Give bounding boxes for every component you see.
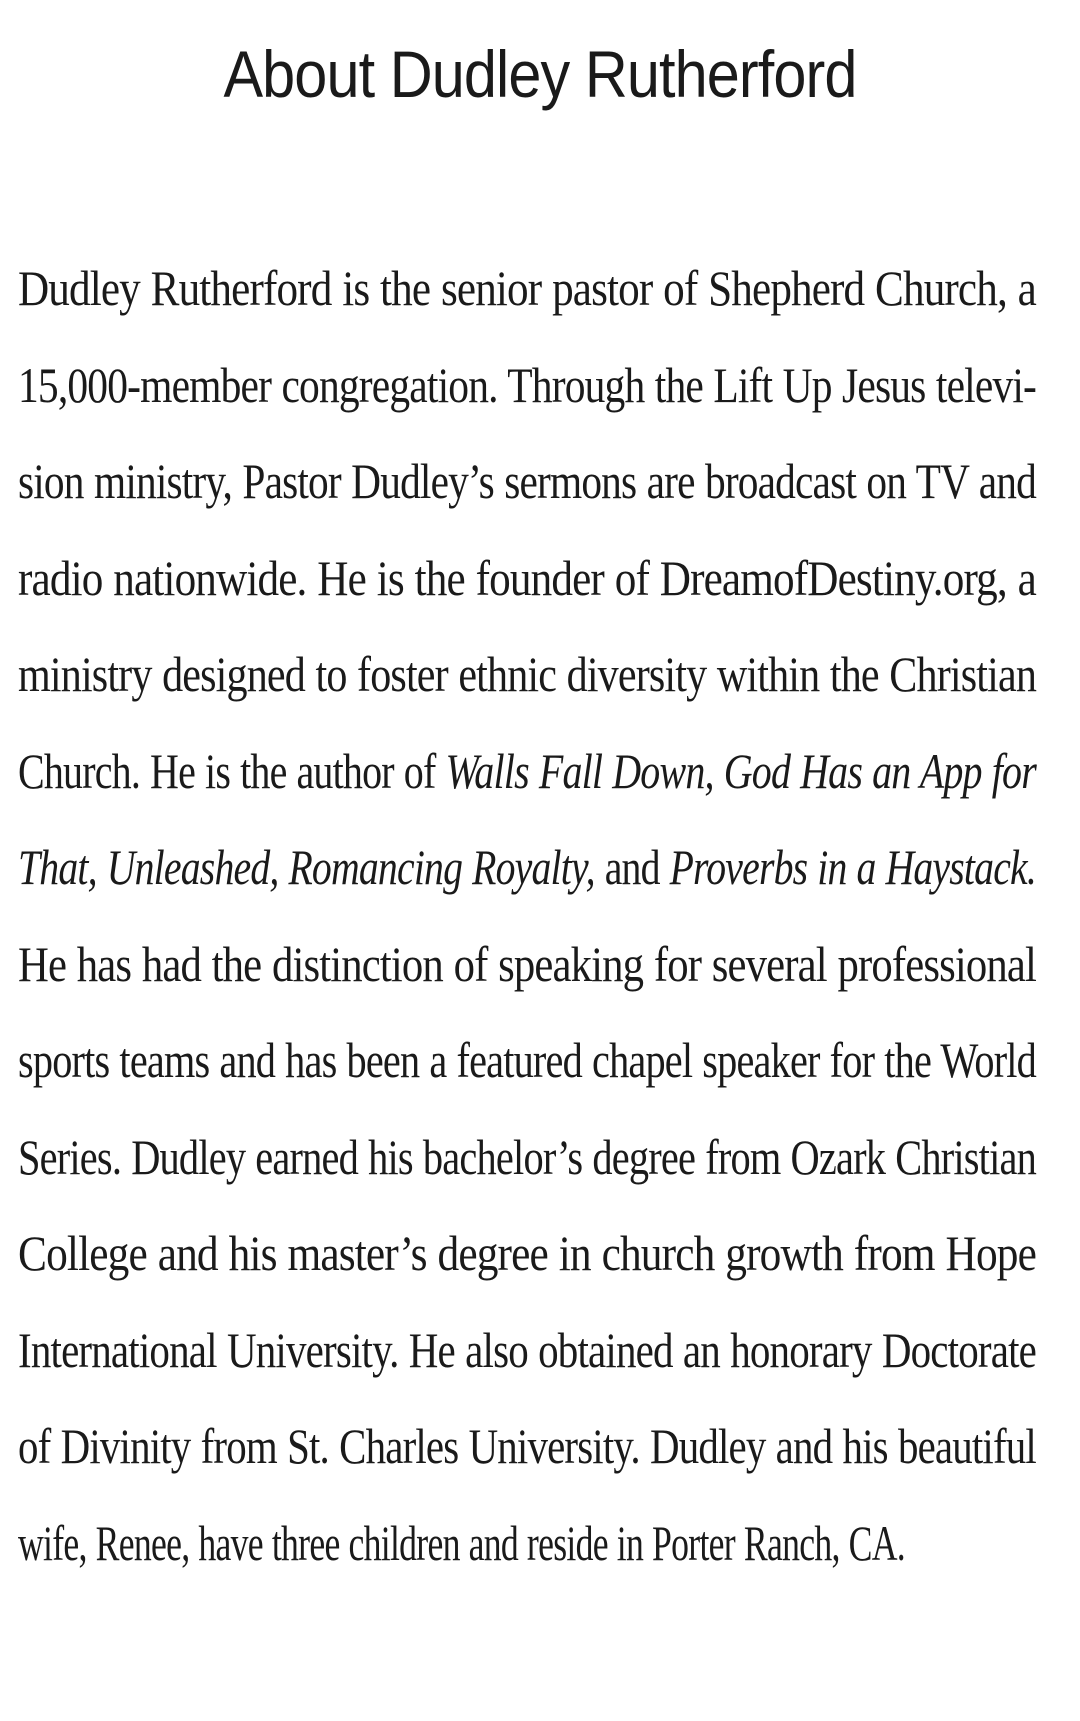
bio-line [18,626,1037,723]
bio-text: and [594,839,670,895]
bio-text: of Divinity from St. Charles University. Dudley and his beautiful [18,1418,1036,1474]
bio-line [18,240,1036,337]
bio-text: 15,000-member congregation. Through the Lift Up Jesus televi- [18,356,1037,413]
bio-line [18,1012,1037,1109]
bio-line [18,433,1036,530]
bio-line [18,819,1037,916]
bio-text: wife, Renee, have three children and reside in Porter Ranch, CA. [18,1514,905,1571]
biography-paragraph [18,240,1036,1591]
bio-text: Church. He is the author of [18,742,446,799]
bio-line [18,1398,1036,1495]
bio-line [18,1302,1037,1399]
book-title-text: That, Unleashed, Romancing Royalty, [18,839,595,895]
bio-text: sion ministry, Pastor Dudley’s sermons are broadcast on TV and [18,453,1036,509]
bio-line [18,1495,905,1592]
bio-line [18,530,1036,627]
bio-line [18,1205,1036,1302]
bio-line [18,1109,1037,1206]
bio-text: International University. He also obtained an honorary Doctorate [18,1321,1037,1378]
bio-text: ministry designed to foster ethnic diversity within the Christian [18,646,1037,702]
book-title-text: Walls Fall Down, God Has an App for [445,742,1036,799]
bio-text: radio nationwide. He is the founder of DreamofDestiny.org, a [18,549,1036,606]
page-title: About Dudley Rutherford [223,37,857,111]
bio-line [18,337,1037,434]
bio-line [18,916,1037,1013]
bio-text: Series. Dudley earned his bachelor’s degree from Ozark Christian [18,1128,1037,1185]
bio-text: He has had the distinction of speaking for several professional [18,935,1037,992]
book-title-text: Proverbs in a Haystack. [669,839,1037,895]
bio-text: Dudley Rutherford is the senior pastor of Shepherd Church, a [18,260,1036,316]
bio-text: sports teams and has been a featured chapel speaker for the World [18,1032,1037,1088]
bio-text: College and his master’s degree in church growth from Hope [18,1225,1036,1281]
bio-line [18,723,1036,820]
